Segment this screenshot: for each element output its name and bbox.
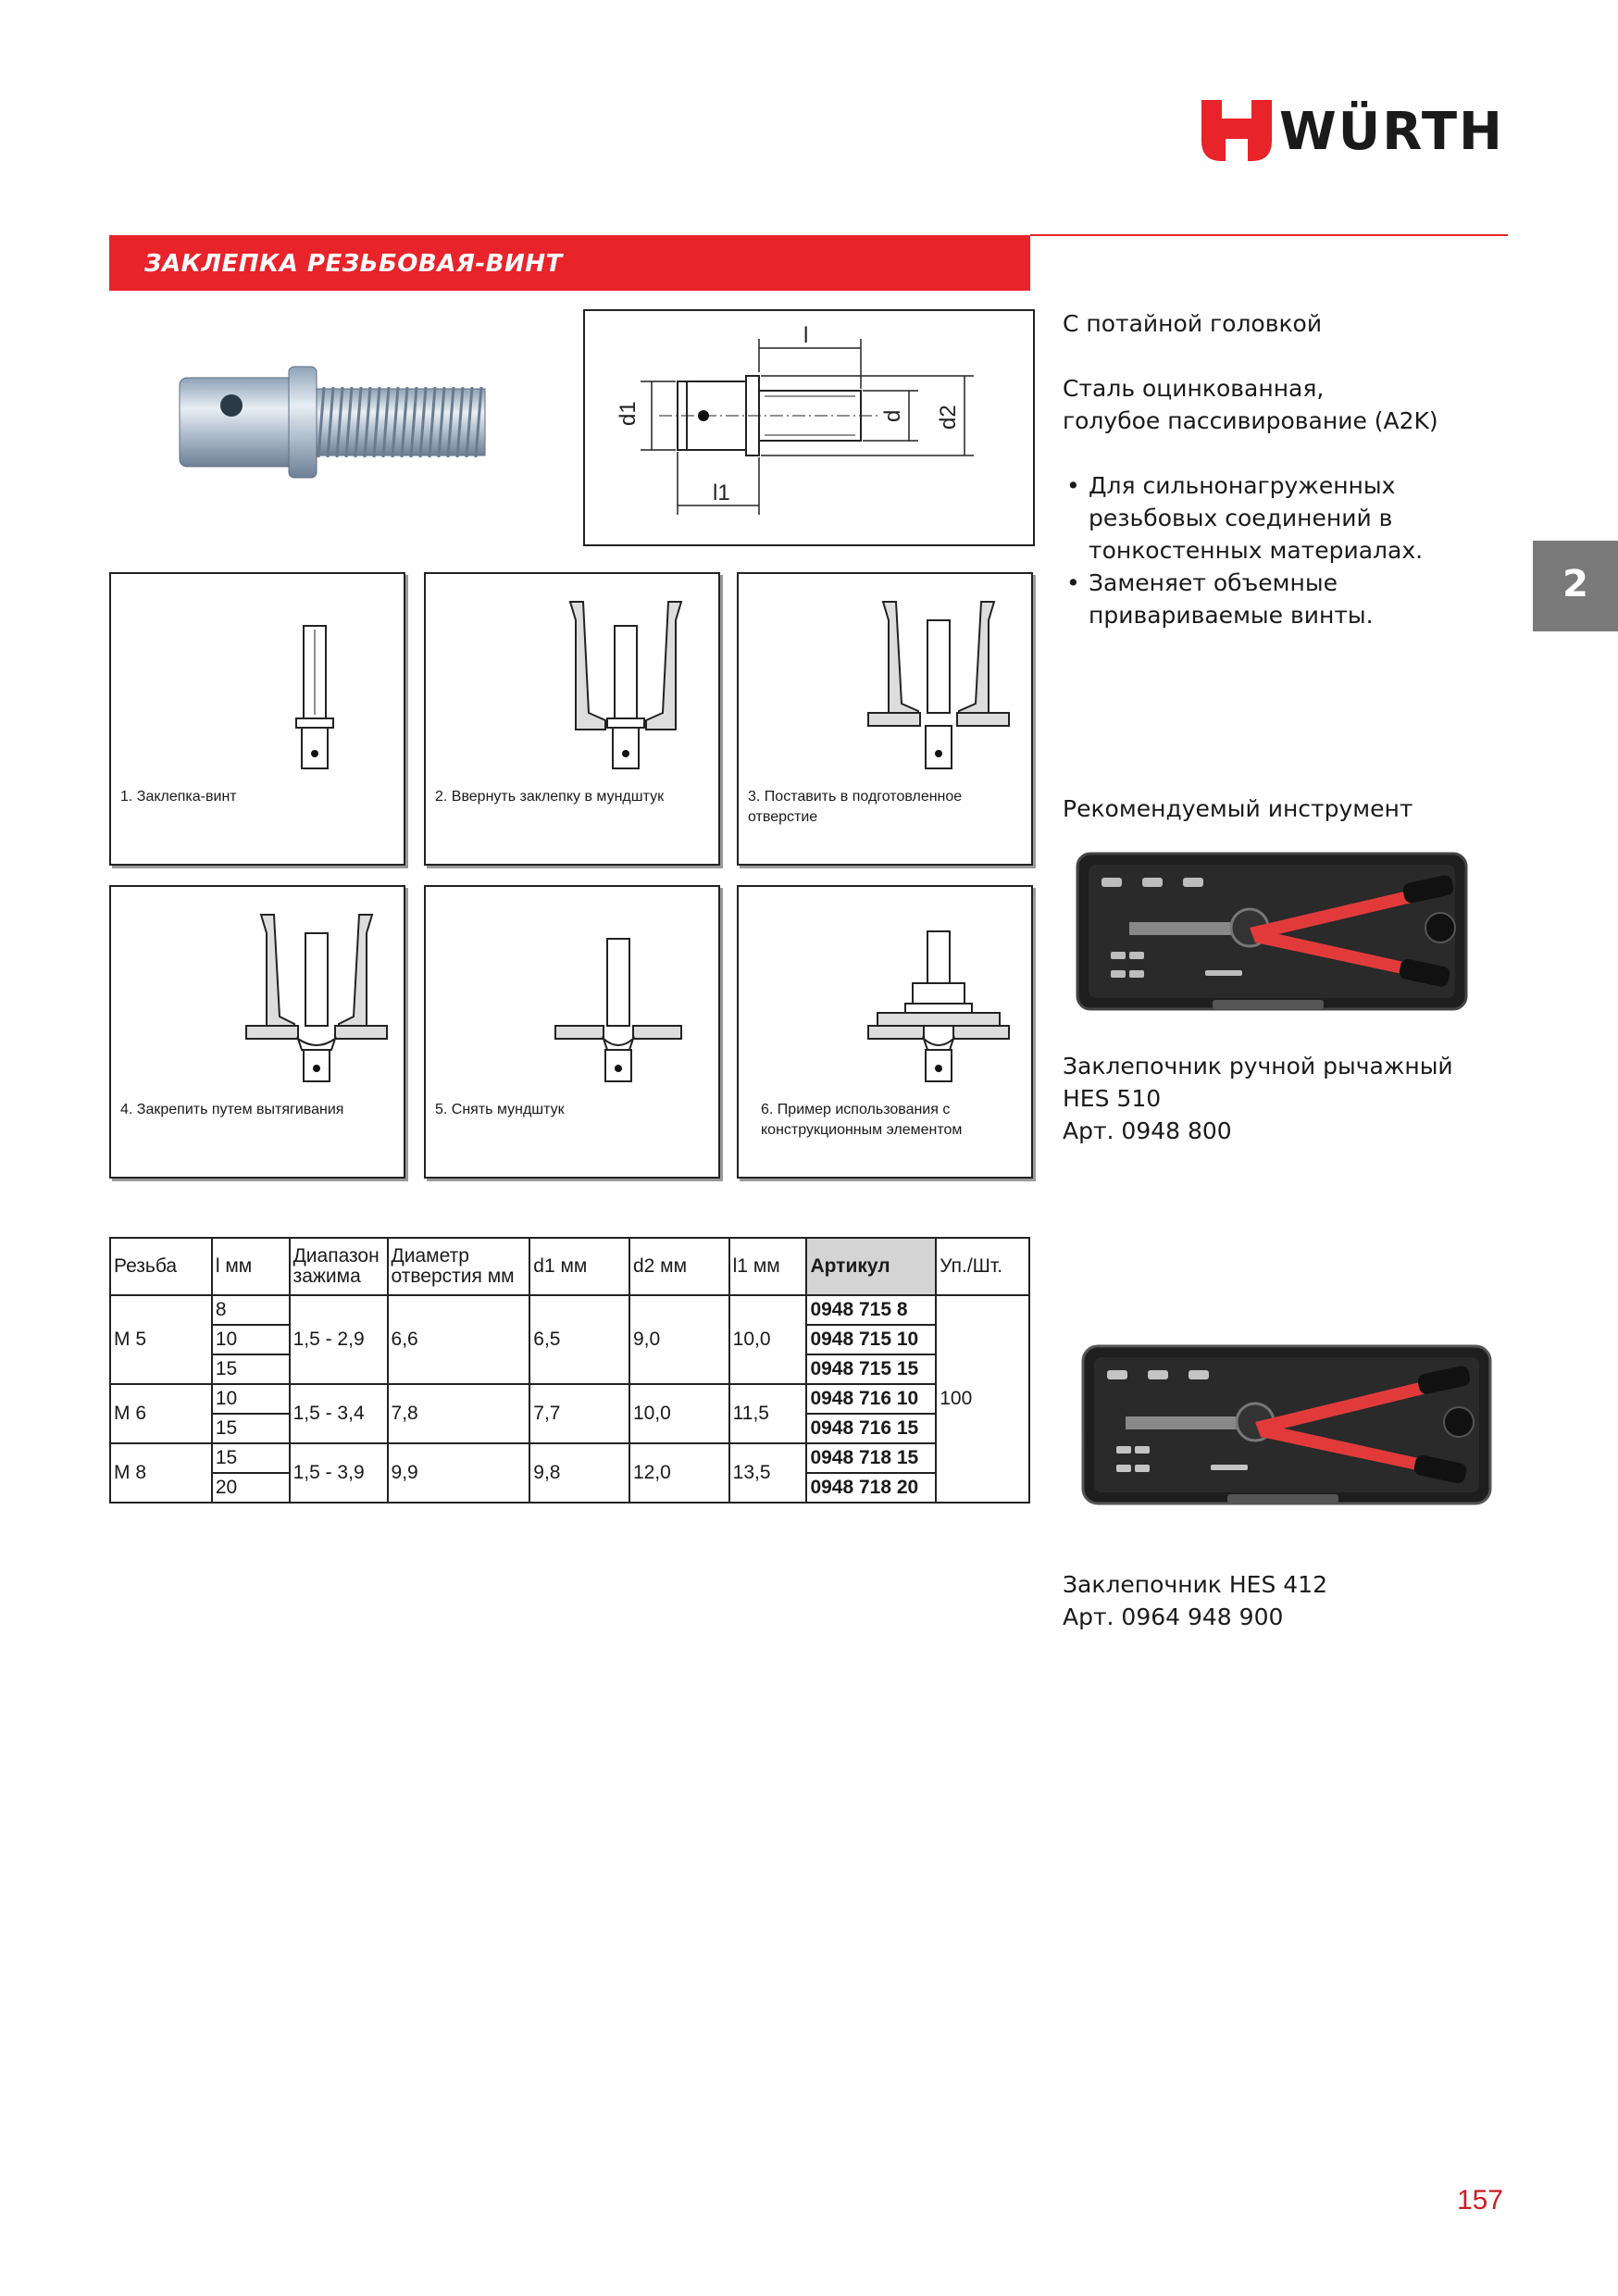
remove-nosepiece-illustration	[426, 887, 718, 1177]
d2-cell: 9,0	[629, 1295, 729, 1384]
chapter-number: 2	[1562, 563, 1588, 605]
length-cell: 15	[212, 1354, 290, 1384]
dimension-d1-label: d1	[616, 401, 641, 426]
thread-cell: M 6	[110, 1384, 212, 1443]
length-cell: 20	[212, 1473, 290, 1503]
chapter-tab	[1533, 541, 1618, 631]
l1-cell: 10,0	[729, 1295, 807, 1384]
spec-table	[109, 1237, 1030, 1504]
material-line-1: Сталь оцинкованная,	[1063, 375, 1325, 402]
table-row	[110, 1443, 1029, 1473]
clamp-cell: 1,5 - 2,9	[290, 1295, 388, 1384]
d2-cell: 10,0	[629, 1384, 729, 1443]
length-cell: 10	[212, 1325, 290, 1354]
rivet-screw-illustration	[111, 574, 404, 864]
tool-case-hes-412-photo	[1079, 1342, 1496, 1515]
dimension-d2-label: d2	[936, 405, 961, 430]
thread-cell: M 5	[110, 1295, 212, 1384]
article-cell: 0948 715 15	[806, 1354, 936, 1384]
col-article: Артикул	[806, 1238, 936, 1295]
col-length: l мм	[212, 1238, 290, 1295]
dimension-d-label: d	[880, 409, 905, 422]
step-3-caption: 3. Поставить в подготовленное отверстие	[748, 789, 963, 825]
tool-2-name: Заклепочник HES 412	[1063, 1571, 1327, 1598]
thread-cell: M 8	[110, 1443, 212, 1503]
step-4-caption: 4. Закрепить путем вытягивания	[120, 1102, 344, 1117]
col-d2: d2 мм	[629, 1238, 729, 1295]
tool-2-article: Арт. 0964 948 900	[1063, 1603, 1284, 1630]
col-clamp-range: Диапазон зажима	[290, 1238, 388, 1295]
col-pack: Уп./Шт.	[936, 1238, 1029, 1295]
hole-cell: 6,6	[388, 1295, 530, 1384]
step-2-panel	[424, 572, 720, 866]
product-description	[1063, 307, 1507, 631]
feature-item: • Для сильнонагруженных резьбовых соединений в тонкостенных материалах.	[1063, 469, 1507, 567]
hole-cell: 7,8	[388, 1384, 530, 1443]
tool-case-hes-510-photo	[1074, 850, 1472, 1020]
d2-cell: 12,0	[629, 1443, 729, 1503]
article-cell: 0948 718 20	[806, 1473, 936, 1503]
step-2-caption: 2. Ввернуть заклепку в мундштук	[435, 789, 665, 805]
col-thread: Резьба	[110, 1238, 212, 1295]
d1-cell: 7,7	[529, 1384, 629, 1443]
col-l1: l1 мм	[729, 1238, 807, 1295]
table-row	[110, 1384, 1029, 1414]
col-hole-diameter: Диаметр отверстия мм	[388, 1238, 530, 1295]
title-rule	[1030, 234, 1508, 236]
step-1-panel	[109, 572, 405, 866]
l1-cell: 11,5	[729, 1384, 807, 1443]
table-row	[110, 1295, 1029, 1325]
head-type: С потайной головкой	[1063, 310, 1323, 337]
length-cell: 10	[212, 1384, 290, 1414]
tool-1-name: Заклепочник ручной рычажный	[1063, 1053, 1453, 1079]
clamp-cell: 1,5 - 3,9	[290, 1443, 388, 1503]
technical-drawing	[583, 309, 1035, 546]
hole-cell: 9,9	[388, 1443, 530, 1503]
step-4-panel	[109, 885, 405, 1179]
tool-1-article: Арт. 0948 800	[1063, 1117, 1232, 1144]
length-cell: 8	[212, 1295, 290, 1325]
tool-1-model: HES 510	[1063, 1085, 1162, 1112]
step-1-caption: 1. Заклепка-винт	[120, 789, 237, 805]
article-cell: 0948 715 10	[806, 1325, 936, 1354]
pack-cell: 100	[936, 1295, 1029, 1503]
table-header-row	[110, 1238, 1029, 1295]
dimension-l1-label: l1	[713, 480, 730, 505]
screw-into-nosepiece-illustration	[426, 574, 718, 864]
article-cell: 0948 716 15	[806, 1414, 936, 1443]
wurth-logo-mark-icon	[1200, 98, 1274, 163]
material-line-2: голубое пассивирование (A2K)	[1063, 407, 1438, 434]
page-number: 157	[1457, 2185, 1504, 2215]
title-bar	[109, 235, 1030, 291]
d1-cell: 9,8	[529, 1443, 629, 1503]
tools-heading: Рекомендуемый инструмент	[1063, 795, 1413, 822]
tool-2-info	[1063, 1568, 1327, 1633]
step-5-panel	[424, 885, 720, 1179]
pull-to-set-illustration	[111, 887, 404, 1177]
article-cell: 0948 718 15	[806, 1443, 936, 1473]
step-3-panel	[737, 572, 1033, 866]
length-cell: 15	[212, 1443, 290, 1473]
col-d1: d1 мм	[529, 1238, 629, 1295]
wurth-logo	[1200, 98, 1514, 163]
feature-list	[1063, 469, 1507, 631]
step-6-caption: 6. Пример использования с конструкционным элементом	[761, 1102, 963, 1138]
length-cell: 15	[212, 1414, 290, 1443]
article-cell: 0948 715 8	[806, 1295, 936, 1325]
step-6-panel	[737, 885, 1033, 1179]
clamp-cell: 1,5 - 3,4	[290, 1384, 388, 1443]
l1-cell: 13,5	[729, 1443, 807, 1503]
dimension-l-label: l	[803, 323, 809, 348]
step-5-caption: 5. Снять мундштук	[435, 1102, 565, 1117]
brand-name: WÜRTH	[1279, 102, 1504, 162]
product-photo	[165, 350, 517, 498]
tool-1-info	[1063, 1050, 1453, 1147]
page-title: ЗАКЛЕПКА РЕЗЬБОВАЯ-ВИНТ	[144, 250, 563, 278]
feature-item: • Заменяет объемные привариваемые винты.	[1063, 567, 1507, 631]
article-cell: 0948 716 10	[806, 1384, 936, 1414]
d1-cell: 6,5	[529, 1295, 629, 1384]
